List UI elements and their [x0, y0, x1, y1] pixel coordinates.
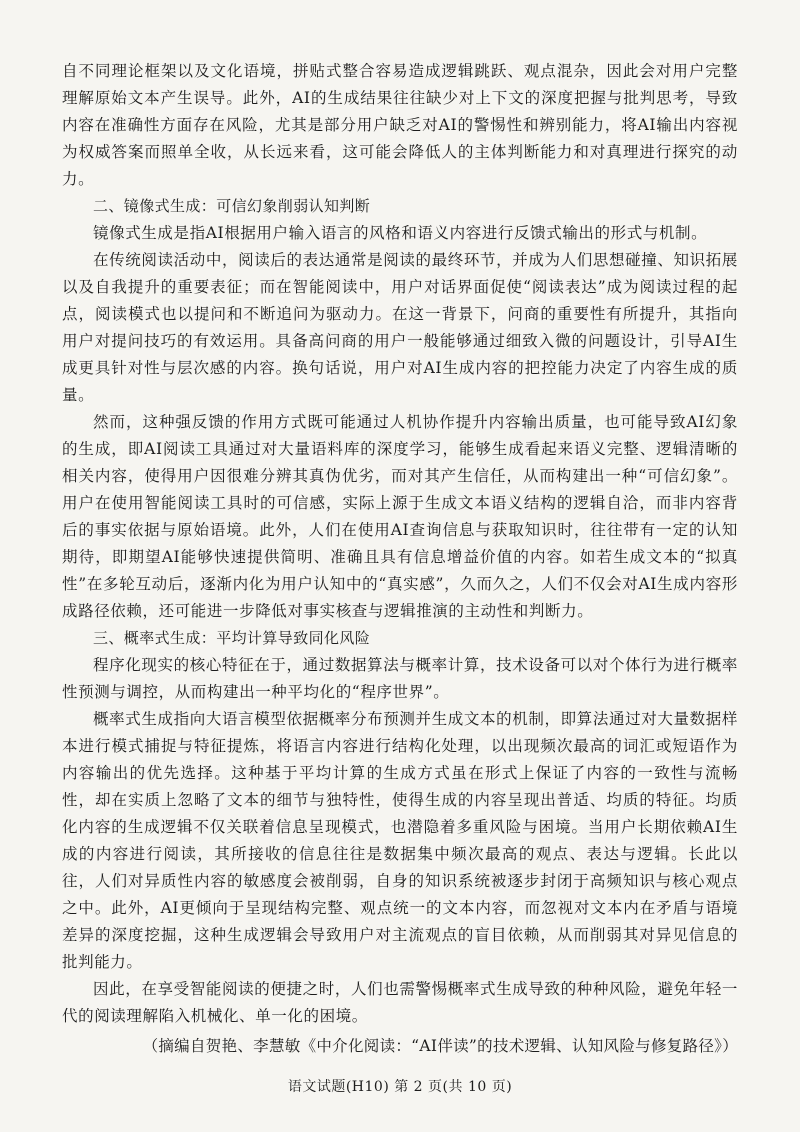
paragraph: 在传统阅读活动中，阅读后的表达通常是阅读的最终环节，并成为人们思想碰撞、知识拓展以及自我提升的重要表征；而在智能阅读中，用户对话界面促使“阅读表达”成为阅读过程的起点，阅读模式也以提问和不断追问为驱动力。在这一背景下，问商的重要性有所提升，其指向用户对提问技巧的有效运用。具备高问商的用户一般能够通过细致入微的问题设计，引导AI生成更具针对性与层次感的内容。换句话说，用户对AI生成内容的把控能力决定了内容生成的质量。: [62, 251, 738, 404]
article-body: [62, 58, 738, 1060]
paragraph-continued: 自不同理论框架以及文化语境，拼贴式整合容易造成逻辑跳跃、观点混杂，因此会对用户完整理解原始文本产生误导。此外，AI的生成结果往往缺少对上下文的深度把握与批判思考，导致内容在准确性方面存在风险，尤其是部分用户缺乏对AI的警惕性和辨别能力，将AI输出内容视为权威答案而照单全收，从长远来看，这可能会降低人的主体判断能力和对真理进行探究的动力。: [62, 62, 738, 188]
source-citation: （摘编自贺艳、李慧敏《中介化阅读：“AI伴读”的技术逻辑、认知风险与修复路径》）: [142, 1037, 738, 1055]
paragraph: 镜像式生成是指AI根据用户输入语言的风格和语义内容进行反馈式输出的形式与机制。: [93, 224, 708, 242]
paragraph: 概率式生成指向大语言模型依据概率分布预测并生成文本的机制，即算法通过对大量数据样本进行模式捕捉与特征提炼，将语言内容进行结构化处理，以出现频次最高的词汇或短语作为内容输出的优先选择。这种基于平均计算的生成方式虽在形式上保证了内容的一致性与流畅性，却在实质上忽略了文本的细节与独特性，使得生成的内容呈现出普适、均质的特征。均质化内容的生成逻辑不仅关联着信息呈现模式，也潜隐着多重风险与困境。当用户长期依赖AI生成的内容进行阅读，其所接收的信息往往是数据集中频次最高的观点、表达与逻辑。长此以往，人们对异质性内容的敏感度会被削弱，自身的知识系统被逐步封闭于高频知识与核心观点之中。此外，AI更倾向于呈现结构完整、观点统一的文本内容，而忽视对文本内在矛盾与语境差异的深度挖掘，这种生成逻辑会导致用户对主流观点的盲目依赖，从而削弱其对异见信息的批判能力。: [62, 710, 738, 971]
section-heading-2: 二、镜像式生成：可信幻象削弱认知判断: [93, 197, 371, 215]
paragraph: 然而，这种强反馈的作用方式既可能通过人机协作提升内容输出质量，也可能导致AI幻象的生成，即AI阅读工具通过对大量语料库的深度学习，能够生成看起来语义完整、逻辑清晰的相关内容，使得用户因很难分辨其真伪优劣，而对其产生信任，从而构建出一种“可信幻象”。用户在使用智能阅读工具时的可信感，实际上源于生成文本语义结构的逻辑自洽，而非内容背后的事实依据与原始语境。此外，人们在使用AI查询信息与获取知识时，往往带有一定的认知期待，即期望AI能够快速提供简明、准确且具有信息增益价值的内容。如若生成文本的“拟真性”在多轮互动后，逐渐内化为用户认知中的“真实感”，久而久之，人们不仅会对AI生成内容形成路径依赖，还可能进一步降低对事实核查与逻辑推演的主动性和判断力。: [62, 413, 738, 620]
section-heading-3: 三、概率式生成：平均计算导致同化风险: [93, 629, 371, 647]
paragraph: 因此，在享受智能阅读的便捷之时，人们也需警惕概率式生成导致的种种风险，避免年轻一代的阅读理解陷入机械化、单一化的困境。: [62, 980, 738, 1025]
paragraph: 程序化现实的核心特征在于，通过数据算法与概率计算，技术设备可以对个体行为进行概率性预测与调控，从而构建出一种平均化的“程序世界”。: [62, 656, 738, 701]
page-footer: 语文试题(H10) 第 2 页(共 10 页): [287, 1079, 513, 1095]
